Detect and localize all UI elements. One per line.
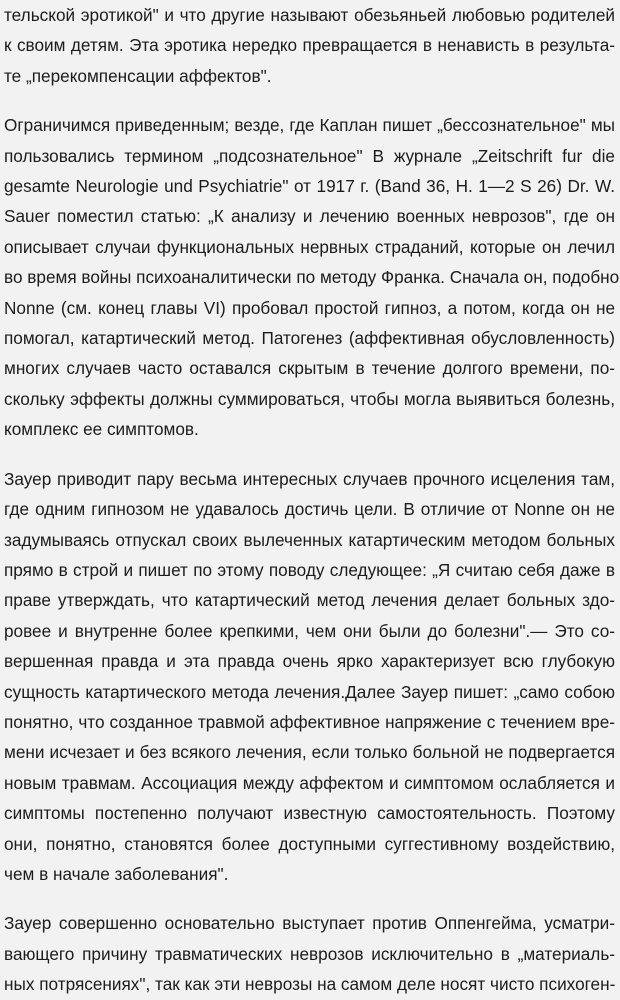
text-line: gesamte Neurologie und Psychiatrie" от 1917 г. (Band 36, H. 1—2 S 26) Dr. W. xyxy=(4,176,615,197)
text-line: задумываясь отпускал своих вылеченных катартическим методом больных xyxy=(4,529,615,550)
text-line: ровее и внутренне более крепкими, чем они были до болезни".— Это со- xyxy=(4,620,615,641)
text-line: Nonne (см. конец главы VI) пробовал простой гипноз, а потом, когда он не xyxy=(4,297,615,318)
text-line: описывает случаи функциональных нервных страданий, которые он лечил xyxy=(4,236,615,257)
text-line: те „перекомпенсации аффектов". xyxy=(4,65,272,86)
text-line: вающего причину травматических неврозов исключительно в „материаль- xyxy=(4,943,615,964)
text-line: прямо в строй и пишет по этому поводу следующее: „Я считаю себя даже в xyxy=(4,559,615,580)
text-line: пользовались термином „подсознательное" В журнале „Zeitschrift fur die xyxy=(4,145,615,166)
text-line: мени исчезает и без всякого лечения, если только больной не подвергается xyxy=(4,742,615,763)
text-line: ных потрясениях", так как эти неврозы на самом деле носят чисто психоген- xyxy=(4,974,616,995)
text-line: скольку эффекты должны суммироваться, чтобы могла выявиться болезнь, xyxy=(4,388,615,409)
text-line: понятно, что созданное травмой аффективное напряжение с течением вре- xyxy=(4,711,615,732)
text-line: где одним гипнозом не удавалось достичь цели. В отличие от Nonne он не xyxy=(4,499,615,520)
paragraph-1 xyxy=(4,0,615,91)
text-line: Sauer поместил статью: „К анализу и лечению военных неврозов", где он xyxy=(4,206,615,227)
paragraph-3 xyxy=(4,464,615,890)
paragraph-2 xyxy=(4,110,620,444)
text-line: вершенная правда и эта правда очень ярко характеризует всю глубокую xyxy=(4,651,615,672)
text-line: праве утверждать, что катартический метод лечения делает больных здо- xyxy=(4,590,615,611)
text-line: Зауер совершенно основательно выступает против Оппенгейма, усматри- xyxy=(4,913,615,934)
text-line: комплекс ее симптомов. xyxy=(4,419,199,440)
text-line: во время войны психоаналитически по методу Франка. Сначала он, подобно xyxy=(4,267,620,288)
text-line: помогал, катартический метод. Патогенез (аффективная обусловленность) xyxy=(4,328,615,349)
text-line: тельской эротикой" и что другие называют обезьяньей любовью родителей xyxy=(4,5,615,25)
text-line: многих случаев часто оставался скрытым в течение долгого времени, по- xyxy=(4,358,615,379)
text-line: новым травмам. Ассоциация между аффектом и симптомом ослабляется и xyxy=(4,772,615,793)
text-line: они, понятно, становятся более доступными суггестивному воздействию, xyxy=(4,833,615,854)
text-line: Ограничимся приведенным; везде, где Каплан пишет „бессознательное" мы xyxy=(4,115,615,136)
text-line: Зауер приводит пару весьма интересных случаев прочного исцеления там, xyxy=(4,468,615,489)
text-line: сущность катартического метода лечения.Далее Зауер пишет: „само собою xyxy=(4,681,615,702)
text-line: чем в начале заболевания". xyxy=(4,863,229,884)
paragraph-4 xyxy=(4,908,615,999)
text-line: симптомы постепенно получают известную самостоятельность. Поэтому xyxy=(4,803,615,824)
text-line: к своим детям. Эта эротика нередко превращается в ненависть в результа- xyxy=(4,35,615,56)
